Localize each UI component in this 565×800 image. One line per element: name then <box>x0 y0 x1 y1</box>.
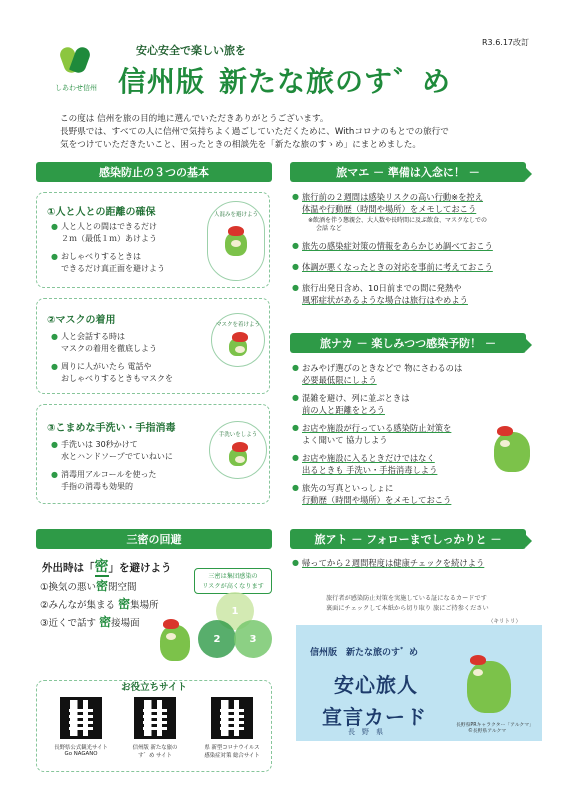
qr-caption: 県 新型コロナウイルス <box>204 745 260 751</box>
qr-code-icon <box>134 697 176 739</box>
sanmitsu-header: 三密の回避 <box>36 529 272 549</box>
ato-header: 旅アト － フォローまでしっかりと － <box>290 529 526 549</box>
mitsu-row: 集場所 <box>130 600 159 611</box>
bear-mascot-icon <box>467 661 511 713</box>
useful-sites-panel <box>36 680 272 772</box>
venn-circle-2 <box>198 620 236 658</box>
mae-list <box>292 191 542 306</box>
badge-wash-hands <box>209 421 267 479</box>
intro <box>60 113 540 152</box>
mae-item: 旅行出発日含め、10日前までの間に発熱や <box>302 283 462 293</box>
lead-text: 外出時は「 <box>42 562 95 574</box>
badge-label: 手洗いをしよう <box>218 432 258 438</box>
intro-line: この度は 信州を旅の目的地に選んでいただきありがとうございます。 <box>60 114 329 124</box>
sanmitsu-list <box>40 578 159 632</box>
naka-item: 必要最低限にしよう <box>302 375 377 385</box>
subtitle: 安心安全で楽しい旅を <box>136 44 246 57</box>
ato-item: 帰ってから２週間程度は健康チェックを続けよう <box>302 558 485 568</box>
bubble-line: 三密は集団感染の <box>208 573 258 580</box>
basics-panel-distance <box>36 192 270 288</box>
ato-list <box>292 557 484 569</box>
bear-mascot-icon <box>160 625 190 661</box>
bullet-text: 人と人との間はできるだけ <box>61 222 157 231</box>
panel-title: ①人と人との距離の確保 <box>47 207 156 218</box>
venn-circle-3 <box>234 620 272 658</box>
mitsu-char: 密 <box>96 579 109 593</box>
venn-label: 1 <box>231 605 239 617</box>
naka-item: お店や施設が行っている感染防止対策を <box>302 423 452 433</box>
lead-mitsu: 密 <box>94 559 109 575</box>
mae-item: 体温や行動歴（時間や場所）をメモしておこう <box>302 204 477 214</box>
basics-panel-mask <box>36 298 270 394</box>
bullet-text: できるだけ真正面を避けよう <box>61 264 165 273</box>
bullet-text: 水とハンドソープでていねいに <box>61 452 173 461</box>
naka-header: 旅ナカ － 楽しみつつ感染予防！ － <box>290 333 526 353</box>
bullet-text: ２ｍ（最低１ｍ）あけよう <box>61 234 157 243</box>
badge-avoid-crowds <box>207 201 265 281</box>
lead-text: 」を避けよう <box>108 562 172 574</box>
card-credit <box>456 723 534 735</box>
venn-label: 2 <box>213 633 221 645</box>
bear-mascot-icon <box>225 232 247 256</box>
bear-mascot-icon <box>229 448 247 466</box>
mae-note <box>292 217 542 233</box>
qr-code-icon <box>211 697 253 739</box>
badge-label: 人混みを避けよう <box>213 212 258 218</box>
bullet-text: おしゃべりするときは <box>61 252 141 261</box>
naka-item: 出るときも 手洗い・手指消毒しよう <box>302 465 438 475</box>
naka-list <box>292 362 482 506</box>
bear-mascot-illustration <box>160 615 194 663</box>
credit-line: ©長野県アルクマ <box>468 729 507 734</box>
mae-item: 風邪症状があるような場合は旅行はやめよう <box>302 295 468 305</box>
declaration-card <box>296 625 542 741</box>
qr-covid-site[interactable] <box>197 697 267 759</box>
mae-note-line: 会話 など <box>316 225 342 232</box>
title-part-a: 信州版 <box>118 65 206 98</box>
bullet-text: おしゃべりするときもマスクを <box>61 374 173 383</box>
bear-mascot-icon <box>494 432 530 472</box>
heart-logo-icon <box>62 47 88 77</box>
mitsu-row: ①換気の悪い <box>40 582 97 593</box>
mae-item: 旅行前の２週間は感染リスクの高い行動※を控え <box>302 192 484 202</box>
naka-item: よく聞いて 協力しよう <box>302 435 388 445</box>
badge-wear-mask <box>211 313 265 367</box>
mae-item: 旅先の感染症対策の情報をあらかじめ調べておこう <box>302 241 493 251</box>
credit-line: 長野県PRキャラクター「アルクマ」 <box>456 723 534 728</box>
card-note-line: 裏面にチェックして本紙から切り取り 旅にご持参ください <box>326 605 489 612</box>
mae-header: 旅マエ － 準備は入念に！ － <box>290 162 526 182</box>
mitsu-char: 密 <box>99 615 112 629</box>
mae-item: 体調が悪くなったときの対応を事前に考えておこう <box>302 262 493 272</box>
basics-header: 感染防止の３つの基本 <box>36 162 272 182</box>
mitsu-row: 接場面 <box>111 618 140 629</box>
intro-line: 長野県では、すべての人に信州で気持ちよく過ごしていただくために、Withコロナのもとでの旅行で <box>60 127 449 137</box>
badge-label: マスクを着けよう <box>215 322 260 328</box>
naka-item: 前の人と距離をとろう <box>302 405 385 415</box>
mae-note-line: ※飲酒を伴う懇親会、大人数や長時間に及ぶ飲食、マスクなしでの <box>308 217 488 224</box>
panel-title: ③こまめな手洗い・手指消毒 <box>47 423 176 434</box>
bullet-text: 手洗いは 30秒かけて <box>61 440 138 449</box>
logo <box>50 45 102 95</box>
mitsu-row: ②みんなが集まる <box>40 600 116 611</box>
qr-code-icon <box>60 697 102 739</box>
risk-bubble <box>194 568 272 594</box>
card-prefecture: 長 野 県 <box>348 728 383 736</box>
basics-panel-handwash <box>36 404 270 504</box>
bear-mascot-illustration <box>462 645 516 715</box>
naka-item: おみやげ選びのときなどで 物にさわるのは <box>302 363 463 373</box>
qr-caption: Go NAGANO <box>64 751 98 757</box>
qr-caption: 信州版 新たな旅の <box>132 745 178 751</box>
qr-new-travel-site[interactable] <box>123 697 187 759</box>
bullet-text: 消毒用アルコールを使った <box>61 470 157 479</box>
bullet-text: 人と会話する時は <box>61 332 125 341</box>
card-note <box>326 594 489 614</box>
cut-sign: （キリトリ） <box>488 619 522 625</box>
naka-item: 旅先の写真といっしょに <box>302 483 394 493</box>
revision: R3.6.17改訂 <box>482 38 530 47</box>
panel-title: ②マスクの着用 <box>47 315 116 326</box>
card-title-1: 安心旅人 <box>334 673 418 697</box>
card-subtitle: 信州版 新たな旅のす゛め <box>310 648 419 658</box>
venn-diagram <box>198 592 274 662</box>
mitsu-char: 密 <box>118 597 131 611</box>
naka-item: 混雑を避け、列に並ぶときは <box>302 393 410 403</box>
qr-go-nagano[interactable] <box>49 697 113 757</box>
intro-line: 気をつけていただきたいこと、困ったときの相談先を「新たな旅のすゝめ」にまとめました。 <box>60 140 421 150</box>
venn-label: 3 <box>249 633 257 645</box>
bullet-text: マスクの着用を徹底しよう <box>61 344 157 353</box>
mitsu-row: 閉空間 <box>108 582 137 593</box>
useful-header: お役立ちサイト <box>121 682 187 693</box>
bear-mascot-illustration <box>490 418 534 474</box>
bullet-text: 周りに人がいたら 電話や <box>61 362 152 371</box>
card-title-2: 宣言カード <box>322 705 427 729</box>
logo-caption: しあわせ信州 <box>55 84 97 92</box>
naka-item: 行動歴（時間や場所）をメモしておこう <box>302 495 452 505</box>
bear-mascot-icon <box>229 338 247 356</box>
naka-item: お店や施設に入るときだけではなく <box>302 453 435 463</box>
mitsu-row: ③近くで話す <box>40 618 97 629</box>
sanmitsu-lead <box>42 556 172 576</box>
title-part-b: 新たな旅のす゛め <box>219 65 452 98</box>
bubble-line: リスクが高くなります <box>202 583 264 590</box>
qr-caption: 長野県公式観光サイト <box>54 745 108 751</box>
page-title <box>118 60 451 100</box>
qr-caption: 感染症対策 総合サイト <box>204 753 260 759</box>
qr-caption: す゛め サイト <box>138 753 172 759</box>
bullet-text: 手指の消毒も効果的 <box>61 482 133 491</box>
card-note-line: 旅行者が感染防止対策を実施している証になるカードです <box>326 595 487 602</box>
